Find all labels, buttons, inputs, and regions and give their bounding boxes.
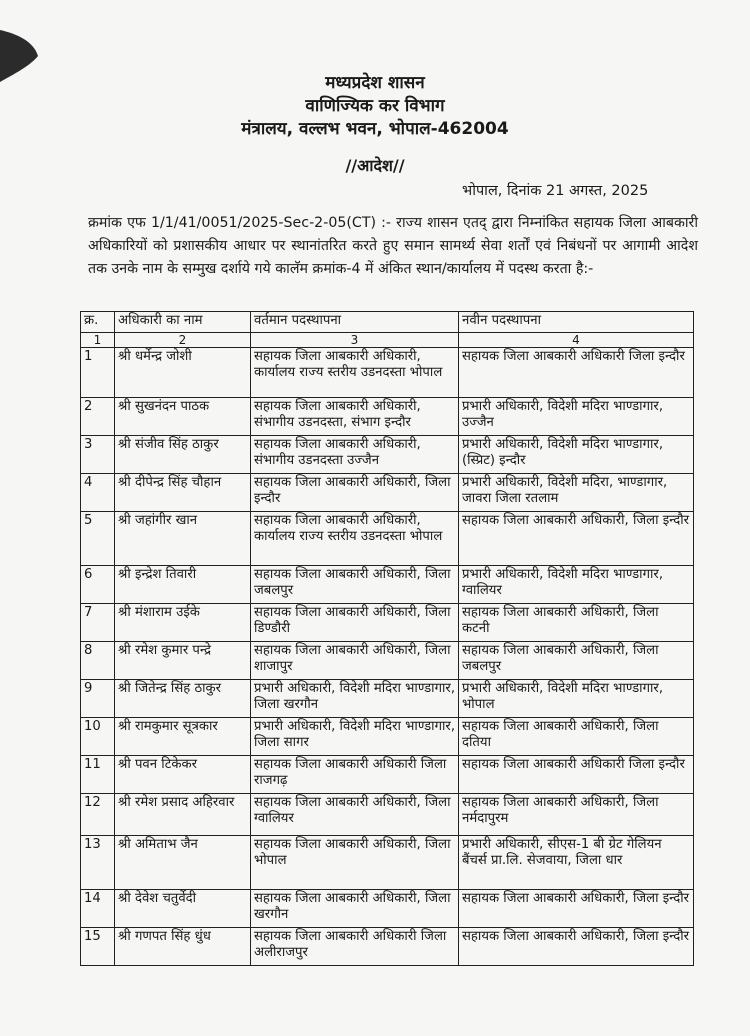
officer-name-cell: श्री जितेन्द्र सिंह ठाकुर [115,680,251,718]
current-posting-cell: सहायक जिला आबकारी अधिकारी, जिला खरगौन [251,890,459,928]
column-number: 4 [459,333,694,348]
new-posting-cell: सहायक जिला आबकारी अधिकारी, जिला इन्दौर [459,928,694,966]
officer-name-cell: श्री पवन टिकेकर [115,756,251,794]
transfer-table [80,311,694,966]
current-posting-cell: प्रभारी अधिकारी, विदेशी मदिरा भाण्डागार, जिला खरगौन [251,680,459,718]
table-row [81,566,694,604]
table-row [81,604,694,642]
current-posting-cell: सहायक जिला आबकारी अधिकारी जिला राजगढ़ [251,756,459,794]
header-serial: क्र. [81,312,115,333]
order-date: भोपाल, दिनांक 21 अगस्त, 2025 [462,183,649,199]
current-posting-cell: सहायक जिला आबकारी अधिकारी, जिला इन्दौर [251,474,459,512]
serial-number-cell: 7 [81,604,115,642]
current-posting-cell: सहायक जिला आबकारी अधिकारी, जिला जबलपुर [251,566,459,604]
table-row [81,928,694,966]
serial-number-cell: 10 [81,718,115,756]
order-title: //आदेश// [345,156,405,175]
officer-name-cell: श्री दीपेन्द्र सिंह चौहान [115,474,251,512]
officer-name-cell: श्री धर्मेन्द्र जोशी [115,348,251,398]
current-posting-cell: सहायक जिला आबकारी अधिकारी, कार्यालय राज्य स्तरीय उडनदस्ता भोपाल [251,348,459,398]
serial-number-cell: 11 [81,756,115,794]
table-row [81,718,694,756]
current-posting-cell: सहायक जिला आबकारी अधिकारी, संभागीय उडनदस्ता, संभाग इन्दौर [251,398,459,436]
new-posting-cell: सहायक जिला आबकारी अधिकारी जिला इन्दौर [459,348,694,398]
table-row [81,794,694,836]
table-row [81,512,694,566]
current-posting-cell: सहायक जिला आबकारी अधिकारी, संभागीय उडनदस्ता उज्जैन [251,436,459,474]
serial-number-cell: 13 [81,836,115,890]
officer-name-cell: श्री मंशाराम उईके [115,604,251,642]
officer-name-cell: श्री जहांगीर खान [115,512,251,566]
serial-number-cell: 8 [81,642,115,680]
column-number-row [81,333,694,348]
officer-name-cell: श्री रमेश प्रसाद अहिरवार [115,794,251,836]
header-current-posting: वर्तमान पदस्थापना [251,312,459,333]
department-name: वाणिज्यिक कर विभाग [305,96,445,116]
column-number: 2 [115,333,251,348]
order-paragraph: क्रमांक एफ 1/1/41/0051/2025-Sec-2-05(CT) :- राज्य शासन एतद् द्वारा निम्नांकित सहायक जिला आबकारी अधिकारियों को प्रशासकीय आधार पर स्थानांतरित करते हुए समान सामर्थ्य सेवा शर्तों एवं निबंधनों पर आगामी आदेश तक उनके नाम के सम्मुख दर्शाये गये कालॅम क्रमांक-4 में अंकित स्थान/कार्यालय में पदस्थ करता है:- [88,215,698,277]
table-header-row [81,312,694,333]
new-posting-cell: सहायक जिला आबकारी अधिकारी, जिला कटनी [459,604,694,642]
new-posting-cell: सहायक जिला आबकारी अधिकारी, जिला नर्मदापुरम [459,794,694,836]
table-row [81,756,694,794]
new-posting-cell: सहायक जिला आबकारी अधिकारी, जिला इन्दौर [459,512,694,566]
current-posting-cell: सहायक जिला आबकारी अधिकारी, जिला डिण्डौरी [251,604,459,642]
new-posting-cell: प्रभारी अधिकारी, विदेशी मदिरा, भाण्डागार, जावरा जिला रतलाम [459,474,694,512]
serial-number-cell: 3 [81,436,115,474]
new-posting-cell: सहायक जिला आबकारी अधिकारी जिला इन्दौर [459,756,694,794]
serial-number-cell: 9 [81,680,115,718]
serial-number-cell: 4 [81,474,115,512]
current-posting-cell: प्रभारी अधिकारी, विदेशी मदिरा भाण्डागार, जिला सागर [251,718,459,756]
serial-number-cell: 5 [81,512,115,566]
header-new-posting: नवीन पदस्थापना [459,312,694,333]
officer-name-cell: श्री अमिताभ जैन [115,836,251,890]
new-posting-cell: प्रभारी अधिकारी, सीएस-1 बी ग्रेट गेलियन बैंचर्स प्रा.लि. सेजवाया, जिला धार [459,836,694,890]
table-row [81,474,694,512]
new-posting-cell: प्रभारी अधिकारी, विदेशी मदिरा भाण्डागार, उज्जैन [459,398,694,436]
current-posting-cell: सहायक जिला आबकारी अधिकारी, जिला ग्वालियर [251,794,459,836]
new-posting-cell: सहायक जिला आबकारी अधिकारी, जिला इन्दौर [459,890,694,928]
table-row [81,348,694,398]
new-posting-cell: प्रभारी अधिकारी, विदेशी मदिरा भाण्डागार, (स्प्रिट) इन्दौर [459,436,694,474]
current-posting-cell: सहायक जिला आबकारी अधिकारी, कार्यालय राज्य स्तरीय उडनदस्ता भोपाल [251,512,459,566]
current-posting-cell: सहायक जिला आबकारी अधिकारी, जिला भोपाल [251,836,459,890]
current-posting-cell: सहायक जिला आबकारी अधिकारी जिला अलीराजपुर [251,928,459,966]
new-posting-cell: सहायक जिला आबकारी अधिकारी, जिला जबलपुर [459,642,694,680]
header-officer-name: अधिकारी का नाम [115,312,251,333]
officer-name-cell: श्री देवेश चतुर्वेदी [115,890,251,928]
officer-name-cell: श्री गणपत सिंह धुंध [115,928,251,966]
table-row [81,398,694,436]
serial-number-cell: 15 [81,928,115,966]
officer-name-cell: श्री सुखनंदन पाठक [115,398,251,436]
officer-name-cell: श्री रमेश कुमार पन्द्रे [115,642,251,680]
serial-number-cell: 14 [81,890,115,928]
officer-name-cell: श्री इन्द्रेश तिवारी [115,566,251,604]
officer-name-cell: श्री रामकुमार सूत्रकार [115,718,251,756]
serial-number-cell: 2 [81,398,115,436]
officer-name-cell: श्री संजीव सिंह ठाकुर [115,436,251,474]
serial-number-cell: 6 [81,566,115,604]
new-posting-cell: सहायक जिला आबकारी अधिकारी, जिला दतिया [459,718,694,756]
government-name: मध्यप्रदेश शासन [325,73,425,93]
column-number: 3 [251,333,459,348]
current-posting-cell: सहायक जिला आबकारी अधिकारी, जिला शाजापुर [251,642,459,680]
new-posting-cell: प्रभारी अधिकारी, विदेशी मदिरा भाण्डागार, भोपाल [459,680,694,718]
table-row [81,890,694,928]
table-row [81,680,694,718]
serial-number-cell: 12 [81,794,115,836]
office-address: मंत्रालय, वल्लभ भवन, भोपाल-462004 [241,119,509,139]
table-row [81,642,694,680]
serial-number-cell: 1 [81,348,115,398]
table-row [81,836,694,890]
column-number: 1 [81,333,115,348]
table-row [81,436,694,474]
new-posting-cell: प्रभारी अधिकारी, विदेशी मदिरा भाण्डागार, ग्वालियर [459,566,694,604]
